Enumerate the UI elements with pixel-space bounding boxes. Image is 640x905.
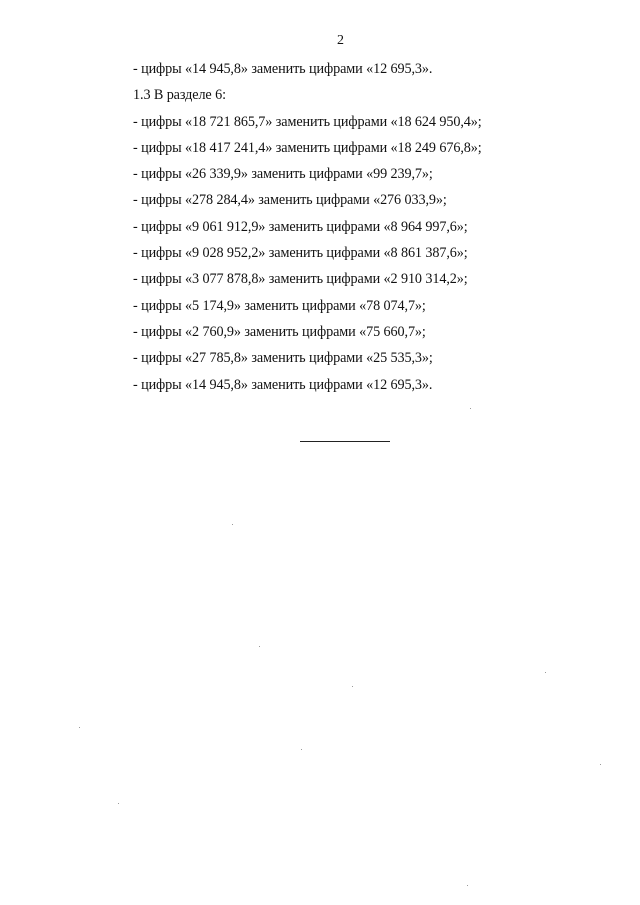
amendment-line: - цифры «27 785,8» заменить цифрами «25 535,3»; (133, 350, 433, 367)
amendment-line: - цифры «2 760,9» заменить цифрами «75 660,7»; (133, 323, 426, 340)
page-number: 2 (337, 33, 344, 48)
amendment-line: - цифры «14 945,8» заменить цифрами «12 695,3». (133, 61, 433, 77)
scan-speck (79, 727, 80, 728)
amendment-line: - цифры «14 945,8» заменить цифрами «12 695,3». (133, 376, 433, 393)
scan-speck (232, 524, 233, 525)
scan-speck (118, 803, 119, 804)
end-separator-line (300, 441, 390, 442)
scan-speck (470, 408, 471, 409)
amendment-line: - цифры «278 284,4» заменить цифрами «276 033,9»; (133, 192, 447, 209)
scan-speck (600, 764, 601, 765)
amendment-line: - цифры «18 721 865,7» заменить цифрами «18 624 950,4»; (133, 113, 482, 130)
scan-speck (301, 749, 302, 750)
section-heading: 1.3 В разделе 6: (133, 87, 226, 104)
scan-speck (352, 686, 353, 687)
scan-speck (259, 646, 260, 647)
amendment-line: - цифры «9 061 912,9» заменить цифрами «8 964 997,6»; (133, 218, 468, 235)
scan-speck (545, 672, 546, 673)
amendment-line: - цифры «9 028 952,2» заменить цифрами «8 861 387,6»; (133, 245, 468, 262)
amendment-line: - цифры «3 077 878,8» заменить цифрами «2 910 314,2»; (133, 271, 468, 288)
amendment-line: - цифры «26 339,9» заменить цифрами «99 239,7»; (133, 166, 433, 183)
amendment-line: - цифры «18 417 241,4» заменить цифрами «18 249 676,8»; (133, 139, 482, 156)
scan-speck (467, 885, 468, 886)
amendment-list (133, 56, 553, 398)
amendment-line: - цифры «5 174,9» заменить цифрами «78 074,7»; (133, 297, 426, 314)
